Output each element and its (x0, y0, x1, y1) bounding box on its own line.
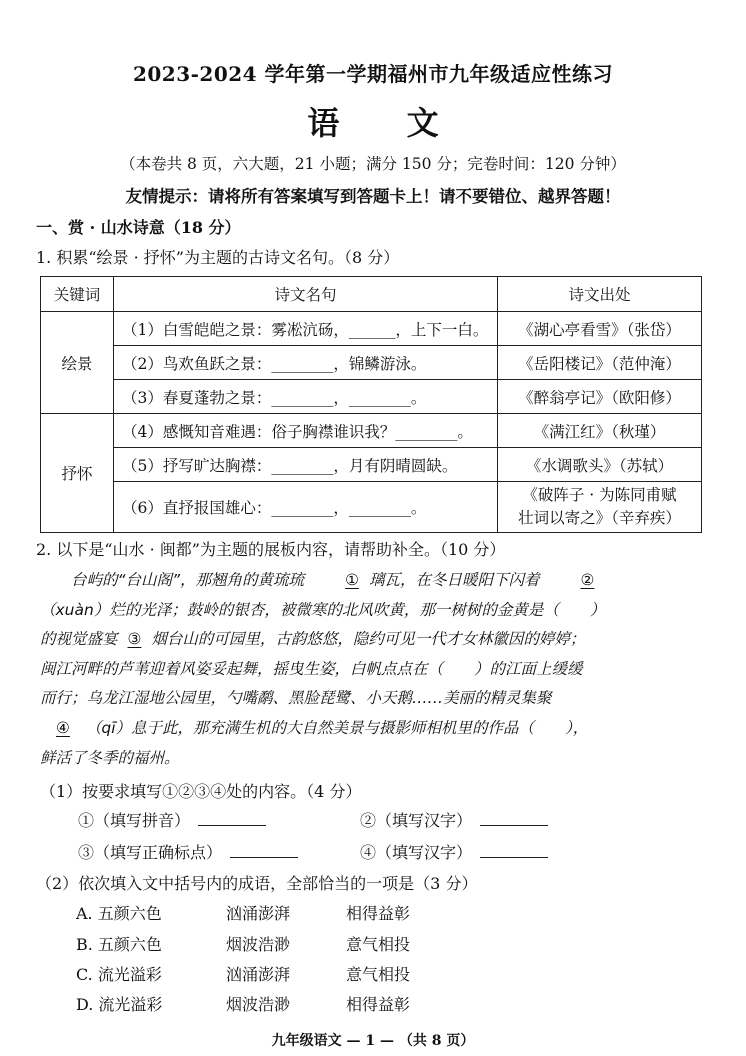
keyword-cell: 抒怀 (41, 414, 114, 533)
passage-line: 鲜活了冬季的福州。 (40, 748, 180, 767)
page-footer: 九年级语文 — 1 — （共 8 页） (271, 1033, 475, 1049)
option-text: 意气相投 (346, 935, 411, 954)
fill-label: ③（填写正确标点） (78, 843, 223, 862)
poem-source: 《水调歌头》（苏轼） (498, 448, 702, 482)
passage-line: 而行；乌龙江湿地公园里，勺嘴鹬、黑脸琵鹭、小天鹅……美丽的精灵集聚 (40, 689, 552, 708)
poem-line: （2）鸟欢鱼跃之景：________，锦鳞游泳。 (114, 346, 498, 380)
option-text: 汹涌澎湃 (226, 904, 291, 923)
passage-line (40, 714, 704, 744)
passage-text: 烟台山的可园里，古韵悠悠，隐约可见一代才女林徽因的婷婷； (151, 630, 586, 649)
table-row (41, 448, 702, 482)
section-1-title: 一、赏 · 山水诗意（18 分） (36, 218, 241, 237)
table-row (41, 312, 702, 346)
passage-text: 的视觉盛宴 (40, 630, 118, 649)
poem-source: 《湖心亭看雪》（张岱） (498, 312, 702, 346)
blank-2: ② (580, 571, 595, 589)
option-text: 相得益彰 (346, 904, 411, 923)
sub-question-2: （2）依次填入文中括号内的成语，全部恰当的一项是（3 分） (36, 874, 478, 893)
passage (40, 566, 704, 773)
poem-source-line-2: 壮词以寄之》（辛弃疾） (518, 509, 681, 527)
poem-line: （1）白雪皑皑之景：雾凇沆砀，______，上下一白。 (114, 312, 498, 346)
header-line: 诗文名句 (114, 277, 498, 312)
answer-blank[interactable] (198, 811, 266, 826)
poem-source-line-1: 《破阵子 · 为陈同甫赋 (522, 486, 677, 504)
question-1: 1. 积累“绘景 · 抒怀”为主题的古诗文名句。（8 分） (36, 248, 400, 267)
poem-table (40, 276, 702, 533)
poem-source: 《醉翁亭记》（欧阳修） (498, 380, 702, 414)
fill-item-1 (78, 808, 266, 831)
poem-line: （6）直抒报国雄心：________，________。 (114, 482, 498, 533)
table-header-row (41, 277, 702, 312)
table-row (41, 414, 702, 448)
option-text: B. 五颜六色 (76, 935, 162, 954)
option-text: 烟波浩渺 (226, 935, 291, 954)
exam-info: （本卷共 8 页，六大题，21 小题；满分 150 分；完卷时间：120 分钟） (120, 155, 626, 173)
header-keyword: 关键词 (41, 277, 114, 312)
friendly-tip: 友情提示：请将所有答案填写到答题卡上！请不要错位、越界答题！ (125, 187, 621, 206)
header-source: 诗文出处 (498, 277, 702, 312)
passage-text: 台屿的“台山阁”，那翘角的黄琉琉 (71, 571, 305, 589)
blank-3: ③ (127, 630, 142, 649)
fill-label: ②（填写汉字） (360, 811, 473, 830)
blank-4: ④ (56, 718, 70, 737)
exam-title: 2023-2024 学年第一学期福州市九年级适应性练习 (132, 62, 614, 86)
passage-text: （qī）息于此，那充满生机的大自然美景与摄影师相机里的作品（ ）， (85, 718, 589, 737)
poem-line: （5）抒写旷达胸襟：________，月有阴晴圆缺。 (114, 448, 498, 482)
table-row (41, 346, 702, 380)
option-text: C. 流光溢彩 (76, 965, 162, 984)
poem-source: 《岳阳楼记》（范仲淹） (498, 346, 702, 380)
question-2: 2. 以下是“山水 · 闽都”为主题的展板内容，请帮助补全。（10 分） (36, 540, 506, 559)
answer-blank[interactable] (480, 843, 548, 858)
passage-line (40, 625, 704, 655)
passage-line (40, 566, 704, 596)
poem-source (498, 482, 702, 533)
fill-label: ①（填写拼音） (78, 811, 191, 830)
keyword-cell: 绘景 (41, 312, 114, 414)
passage-line: 闽江河畔的芦苇迎着风姿妥起舞，摇曳生姿，白帆点点在（ ）的江面上缓缓 (40, 659, 583, 678)
subject-title: 语 文 (307, 104, 467, 142)
fill-item-2 (360, 808, 548, 831)
passage-text: 璃瓦，在冬日暖阳下闪着 (368, 571, 540, 589)
option-text: D. 流光溢彩 (76, 995, 163, 1014)
sub-question-1: （1）按要求填写①②③④处的内容。（4 分） (40, 782, 362, 801)
table-row (41, 482, 702, 533)
option-text: 烟波浩渺 (226, 995, 291, 1014)
answer-blank[interactable] (480, 811, 548, 826)
blank-1: ① (345, 571, 359, 589)
fill-item-3 (78, 840, 298, 863)
option-text: A. 五颜六色 (76, 904, 162, 923)
poem-line: （3）春夏蓬勃之景：________，________。 (114, 380, 498, 414)
fill-label: ④（填写汉字） (360, 843, 473, 862)
option-text: 意气相投 (346, 965, 411, 984)
answer-blank[interactable] (230, 843, 298, 858)
poem-source: 《满江红》（秋瑾） (498, 414, 702, 448)
option-text: 汹涌澎湃 (226, 965, 291, 984)
table-row (41, 380, 702, 414)
poem-line: （4）感慨知音难遇：俗子胸襟谁识我？________。 (114, 414, 498, 448)
passage-line: （xuàn）烂的光泽；鼓岭的银杏，被微寒的北风吹黄，那一树树的金黄是（ ） (40, 600, 606, 619)
fill-item-4 (360, 840, 548, 863)
option-text: 相得益彰 (346, 995, 411, 1014)
